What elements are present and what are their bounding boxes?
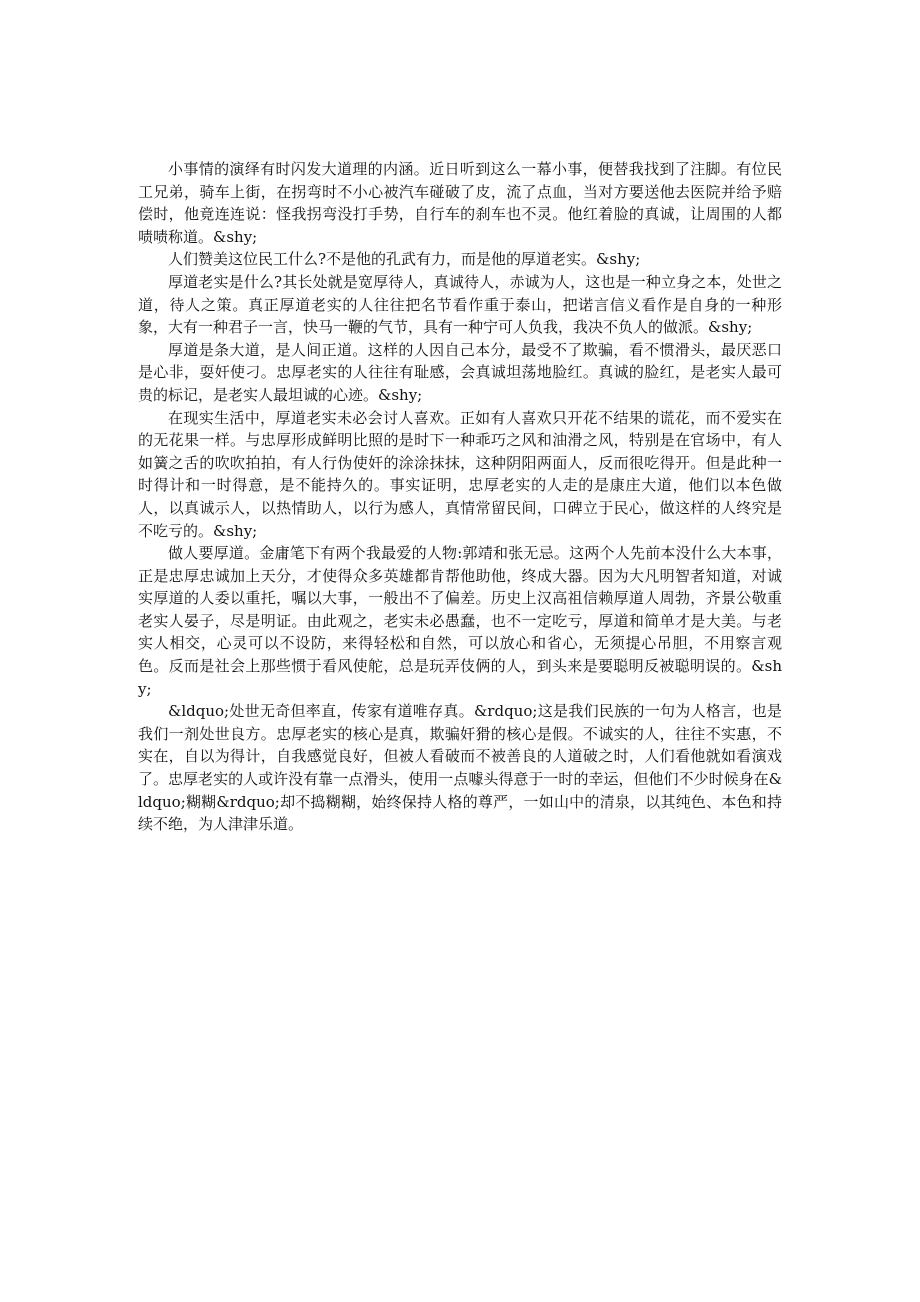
paragraph-3: 厚道老实是什么?其长处就是宽厚待人，真诚待人，赤诚为人，这也是一种立身之本，处世之道，待人之策。真正厚道老实的人往往把名节看作重于泰山，把诺言信义看作是自身的一种形象，大有一种君子一言，快马一鞭的气节，具有一种宁可人负我，我决不负人的做派。&shy; <box>138 272 782 337</box>
paragraph-5: 在现实生活中，厚道老实未必会讨人喜欢。正如有人喜欢只开花不结果的谎花，而不爱实在的无花果一样。与忠厚形成鲜明比照的是时下一种乖巧之风和油滑之风，特别是在官场中，有人如簧之舌的吹吹拍拍，有人行伪使奸的涂涂抹抹，这种阴阳两面人，反而很吃得开。但是此种一时得计和一时得意，是不能持久的。事实证明，忠厚老实的人走的是康庄大道，他们以本色做人，以真诚示人，以热情助人，以行为感人，真情常留民间，口碑立于民心，做这样的人终究是不吃亏的。&shy; <box>138 408 782 540</box>
document-body <box>138 158 782 836</box>
paragraph-7: &ldquo;处世无奇但率直，传家有道唯存真。&rdquo;这是我们民族的一句为人格言，也是我们一剂处世良方。忠厚老实的核心是真，欺骗奸猾的核心是假。不诚实的人，往往不实惠，不实在，自以为得计，自我感觉良好，但被人看破而不被善良的人道破之时，人们看他就如看演戏了。忠厚老实的人或许没有靠一点滑头，使用一点噱头得意于一时的幸运，但他们不少时候身在&ldquo;糊糊&rdquo;却不捣糊糊，始终保持人格的尊严，一如山中的清泉，以其纯色、本色和持续不绝，为人津津乐道。 <box>138 702 782 834</box>
paragraph-2: 人们赞美这位民工什么?不是他的孔武有力，而是他的厚道老实。&shy; <box>168 250 641 269</box>
paragraph-1: 小事情的演绎有时闪发大道理的内涵。近日听到这么一幕小事，便替我找到了注脚。有位民工兄弟，骑车上街，在拐弯时不小心被汽车碰破了皮，流了点血，当对方要送他去医院并给予赔偿时，他竟连连说：怪我拐弯没打手势，自行车的刹车也不灵。他红着脸的真诚，让周围的人都啧啧称道。&shy; <box>138 160 782 246</box>
paragraph-4: 厚道是条大道，是人间正道。这样的人因自己本分，最受不了欺骗，看不惯滑头，最厌恶口是心非，耍奸使刁。忠厚老实的人往往有耻感，会真诚坦荡地脸红。真诚的脸红，是老实人最可贵的标记，是老实人最坦诚的心迹。&shy; <box>138 340 782 404</box>
paragraph-6: 做人要厚道。金庸笔下有两个我最爱的人物:郭靖和张无忌。这两个人先前本没什么大本事，正是忠厚忠诚加上天分，才使得众多英雄都肯帮他助他，终成大器。因为大凡明智者知道，对诚实厚道的人委以重托，嘱以大事，一般出不了偏差。历史上汉高祖信赖厚道人周勃，齐景公敬重老实人晏子，尽是明证。由此观之，老实未必愚蠢，也不一定吃亏，厚道和简单才是大美。与老实人相交，心灵可以不设防，来得轻松和自然，可以放心和省心，无须提心吊胆，不用察言观色。反而是社会上那些惯于看风使舵，总是玩弄伎俩的人，到头来是要聪明反被聪明误的。&shy; <box>138 544 782 698</box>
